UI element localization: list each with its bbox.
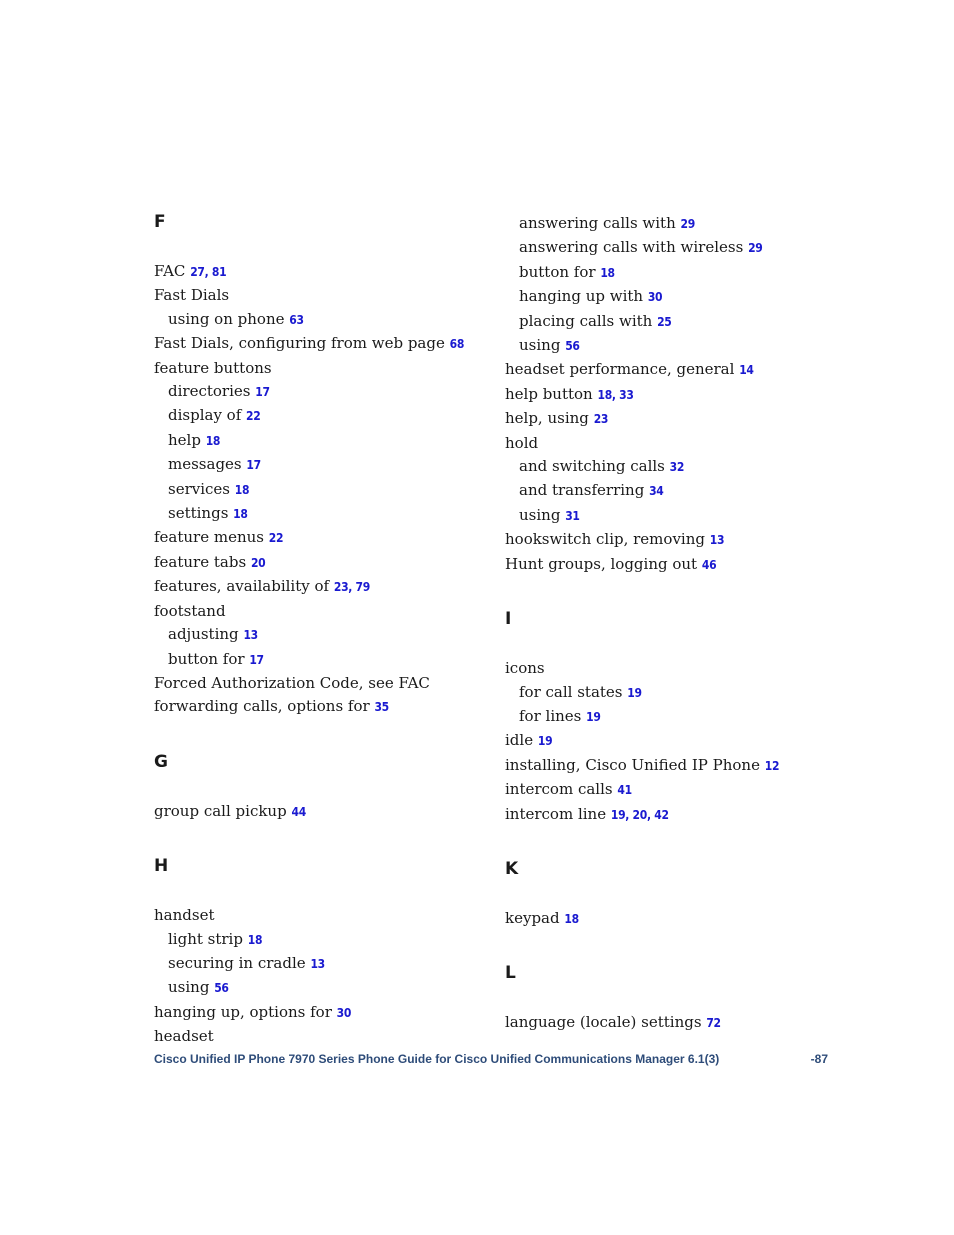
index-subentry	[505, 705, 835, 729]
page-reference-link[interactable]: 19	[537, 734, 553, 749]
footer-page-number: -87	[810, 1052, 828, 1066]
index-subentry	[505, 285, 835, 309]
index-subentry	[154, 648, 484, 672]
index-entry	[154, 260, 484, 284]
entry-text: language (locale) settings	[505, 1013, 702, 1032]
entry-text: and transferring	[519, 481, 645, 500]
entry-text: for lines	[519, 706, 582, 725]
index-entry	[505, 528, 835, 552]
page-reference-link[interactable]: 18	[247, 932, 263, 947]
entry-text: forwarding calls, options for	[154, 697, 370, 716]
page-reference-link[interactable]: 30	[336, 1005, 352, 1020]
index-entry	[154, 526, 484, 550]
page-reference-link[interactable]: 19	[627, 685, 642, 700]
page-reference-link[interactable]: 68	[449, 337, 465, 352]
index-entry	[154, 551, 484, 575]
index-entry	[505, 1011, 835, 1035]
index-entry	[154, 600, 484, 623]
index-entry	[154, 1025, 484, 1048]
page-reference-link[interactable]: 22	[246, 409, 261, 424]
page-reference-link[interactable]: 18	[205, 433, 221, 448]
index-entry	[154, 575, 484, 599]
section-letter: H	[154, 856, 169, 877]
page-reference-link[interactable]: 30	[647, 290, 663, 305]
entry-text: and switching calls	[519, 457, 665, 476]
entry-text: features, availability of	[154, 577, 330, 596]
entry-text: light strip	[168, 929, 243, 948]
index-entry	[505, 754, 835, 778]
index-entry	[505, 432, 835, 455]
page-reference-link[interactable]: 29	[748, 241, 763, 256]
index-subentry	[505, 504, 835, 528]
index-entry	[154, 284, 484, 307]
entry-text: feature tabs	[154, 552, 247, 571]
entry-text: footstand	[154, 601, 226, 620]
entry-text: Fast Dials, configuring from web page	[154, 334, 445, 353]
page-reference-link[interactable]: 18	[234, 482, 250, 497]
index-entry	[154, 1001, 484, 1025]
index-subentry	[505, 212, 835, 236]
index-column-left	[154, 212, 484, 1049]
entry-text: feature buttons	[154, 358, 272, 377]
index-entry	[154, 904, 484, 927]
index-entry	[505, 407, 835, 431]
index-entry	[505, 778, 835, 802]
entry-text: feature menus	[154, 528, 264, 547]
page-reference-link[interactable]: 19, 20, 42	[610, 807, 669, 822]
page-reference-link[interactable]: 34	[649, 484, 664, 499]
index-entry	[505, 729, 835, 753]
entry-text: idle	[505, 731, 534, 750]
index-entry	[154, 332, 484, 356]
page-reference-link[interactable]: 22	[268, 531, 284, 546]
entry-text: Fast Dials	[154, 286, 230, 305]
section-letter: G	[154, 751, 168, 772]
index-entry	[154, 695, 484, 719]
index-subentry	[505, 261, 835, 285]
index-entry	[154, 672, 484, 695]
page-reference-link[interactable]: 25	[657, 314, 672, 329]
page-reference-link[interactable]: 17	[249, 652, 264, 667]
page-reference-link[interactable]: 44	[291, 804, 306, 819]
entry-text: Forced Authorization Code, see FAC	[154, 673, 430, 692]
page-reference-link[interactable]: 46	[701, 557, 717, 572]
page-reference-link[interactable]: 29	[680, 217, 695, 231]
page-reference-link[interactable]: 13	[709, 533, 725, 548]
page-reference-link[interactable]: 72	[706, 1016, 721, 1031]
entry-text: hanging up, options for	[154, 1002, 332, 1021]
entry-text: using on phone	[168, 309, 285, 328]
index-column-right	[505, 212, 835, 1036]
entry-text: help, using	[505, 409, 589, 428]
entry-text: Hunt groups, logging out	[505, 554, 698, 573]
entry-text: for call states	[519, 682, 623, 701]
index-subentry	[505, 236, 835, 260]
entry-text: headset performance, general	[505, 360, 735, 379]
entry-text: intercom calls	[505, 780, 613, 799]
entry-text: icons	[505, 659, 545, 678]
index-subentry	[505, 334, 835, 358]
index-entry	[505, 803, 835, 827]
page-reference-link[interactable]: 18	[233, 507, 248, 522]
entry-text: hold	[505, 433, 539, 452]
entry-text: services	[168, 479, 230, 498]
entry-text: using	[519, 505, 561, 524]
section-letter: F	[154, 212, 166, 232]
page-reference-link[interactable]: 13	[310, 956, 325, 971]
page-footer	[154, 1052, 828, 1066]
entry-text: installing, Cisco Unified IP Phone	[505, 755, 760, 774]
index-subentry	[154, 502, 484, 526]
index-subentry	[505, 681, 835, 705]
entry-text: keypad	[505, 908, 560, 927]
entry-text: headset	[154, 1027, 214, 1046]
entry-text: securing in cradle	[168, 953, 306, 972]
entry-text: using	[168, 978, 210, 997]
page-reference-link[interactable]: 18	[600, 265, 615, 280]
index-subentry	[154, 380, 484, 404]
entry-text: adjusting	[168, 625, 239, 644]
page-reference-link[interactable]: 63	[289, 312, 304, 327]
page-reference-link[interactable]: 17	[246, 458, 261, 473]
index-entry	[505, 358, 835, 382]
entry-text: messages	[168, 455, 242, 474]
section-letter: L	[505, 963, 516, 984]
page-reference-link[interactable]: 18	[564, 911, 579, 926]
index-subentry	[505, 455, 835, 479]
page-reference-link[interactable]: 56	[214, 981, 229, 996]
entry-text: answering calls with	[519, 214, 676, 232]
entry-text: hookswitch clip, removing	[505, 530, 705, 549]
entry-text: placing calls with	[519, 311, 653, 330]
page-reference-link[interactable]: 32	[669, 460, 685, 475]
page-reference-link[interactable]: 13	[243, 628, 258, 643]
index-subentry	[505, 310, 835, 334]
section-letter: K	[505, 858, 519, 879]
page-reference-link[interactable]: 23, 79	[333, 580, 370, 595]
page-reference-link[interactable]: 20	[250, 555, 266, 570]
page-reference-link[interactable]: 23	[593, 412, 609, 427]
page-reference-link[interactable]: 27, 81	[190, 265, 227, 279]
index-subentry	[154, 928, 484, 952]
page-reference-link[interactable]: 19	[586, 709, 601, 724]
page-reference-link[interactable]: 17	[255, 385, 270, 400]
page-reference-link[interactable]: 56	[565, 339, 580, 354]
entry-text: answering calls with wireless	[519, 238, 744, 257]
index-subentry	[154, 429, 484, 453]
index-subentry	[154, 308, 484, 332]
index-subentry	[154, 478, 484, 502]
index-entry	[505, 657, 835, 680]
index-subentry	[154, 623, 484, 647]
entry-text: intercom line	[505, 804, 607, 823]
index-subentry	[154, 952, 484, 976]
entry-text: hanging up with	[519, 287, 644, 306]
index-entry	[154, 357, 484, 380]
entry-text: using	[519, 336, 561, 355]
entry-text: FAC	[154, 262, 186, 280]
page-reference-link[interactable]: 14	[739, 363, 754, 378]
page-reference-link[interactable]: 18, 33	[597, 387, 634, 402]
page-reference-link[interactable]: 35	[374, 700, 389, 715]
page-reference-link[interactable]: 12	[764, 758, 780, 773]
entry-text: button for	[168, 649, 245, 668]
entry-text: settings	[168, 504, 229, 523]
index-entry	[154, 800, 484, 824]
entry-text: button for	[519, 262, 596, 281]
entry-text: directories	[168, 382, 251, 401]
entry-text: display of	[168, 406, 242, 425]
footer-title: Cisco Unified IP Phone 7970 Series Phone Guide for Cisco Unified Communications Manager 6.1(3)	[154, 1052, 720, 1066]
page-reference-link[interactable]: 41	[617, 783, 632, 798]
entry-text: group call pickup	[154, 801, 287, 820]
section-letter: I	[505, 609, 512, 630]
index-entry	[505, 383, 835, 407]
index-subentry	[154, 453, 484, 477]
index-subentry	[505, 479, 835, 503]
index-entry	[505, 553, 835, 577]
index-subentry	[154, 404, 484, 428]
entry-text: handset	[154, 906, 215, 925]
index-entry	[505, 907, 835, 931]
entry-text: help	[168, 430, 201, 449]
index-subentry	[154, 976, 484, 1000]
entry-text: help button	[505, 384, 593, 403]
page-reference-link[interactable]: 31	[565, 508, 580, 523]
